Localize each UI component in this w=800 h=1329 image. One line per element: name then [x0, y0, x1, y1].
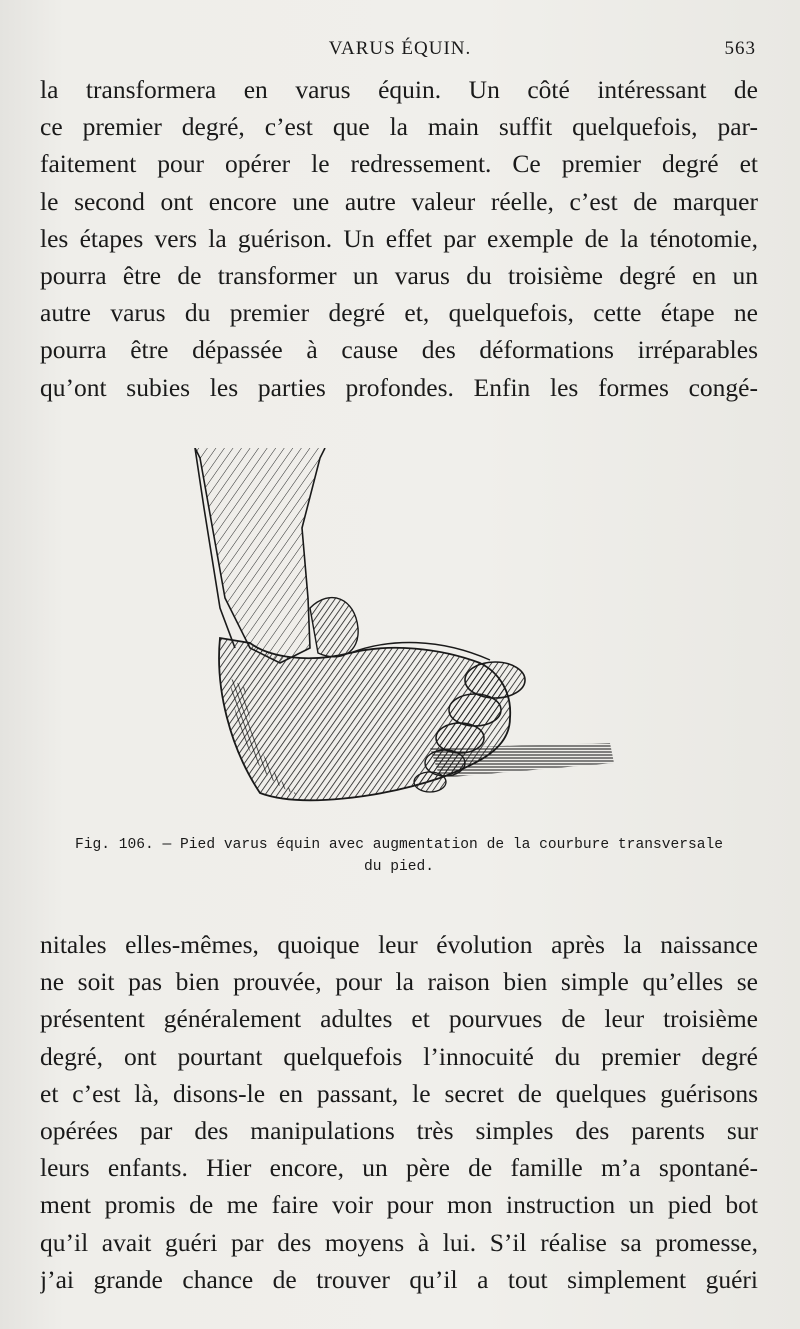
text-line: pourra être de transformer un varus du troisième degré en un: [40, 261, 758, 291]
caption-line: du pied.: [363, 859, 435, 875]
text-line: autre varus du premier degré et, quelquefois, cette étape ne: [40, 298, 758, 328]
text-line: degré, ont pourtant quelquefois l’innocuité du premier degré: [40, 1041, 758, 1071]
text-line: faitement pour opérer le redressement. Ce premier degré et: [40, 149, 758, 179]
text-line: la transformera en varus équin. Un côté intéressant de: [40, 75, 758, 104]
text-line: nitales elles-mêmes, quoique leur évolution après la naissance: [40, 930, 758, 959]
text-line: opérées par des manipulations très simples des parents sur: [40, 1116, 758, 1146]
text-line: présentent généralement adultes et pourvues de leur troisième: [40, 1004, 758, 1034]
text-line: leurs enfants. Hier encore, un père de famille m’a spontané-: [40, 1153, 758, 1183]
page-header: [0, 38, 800, 62]
text-line: les étapes vers la guérison. Un effet par exemple de la ténotomie,: [40, 223, 758, 253]
body-text-top: [40, 71, 758, 406]
text-line: ce premier degré, c’est que la main suffit quelquefois, par-: [40, 112, 758, 142]
body-text-bottom: [40, 926, 758, 1298]
text-line: j’ai grande chance de trouver qu’il a tout simplement guéri: [40, 1264, 758, 1294]
figure-caption: [40, 834, 758, 878]
text-line: qu’ont subies les parties profondes. Enfin les formes congé-: [40, 372, 758, 402]
text-line: ne soit pas bien prouvée, pour la raison bien simple qu’elles se: [40, 967, 758, 997]
text-line: qu’il avait guéri par des moyens à lui. S’il réalise sa promesse,: [40, 1227, 758, 1257]
text-line: le second ont encore une autre valeur réelle, c’est de marquer: [40, 186, 758, 216]
running-title: VARUS ÉQUIN.: [328, 38, 472, 59]
text-line: et c’est là, disons-le en passant, le secret de quelques guérisons: [40, 1078, 758, 1108]
caption-line: Fig. 106. — Pied varus équin avec augmentation de la courbure transversale: [74, 837, 724, 853]
page-number: 563: [724, 38, 756, 59]
text-line: ment promis de me faire voir pour mon instruction un pied bot: [40, 1190, 758, 1220]
foot-engraving-figure: [190, 448, 620, 828]
text-line: pourra être dépassée à cause des déformations irréparables: [40, 335, 758, 365]
